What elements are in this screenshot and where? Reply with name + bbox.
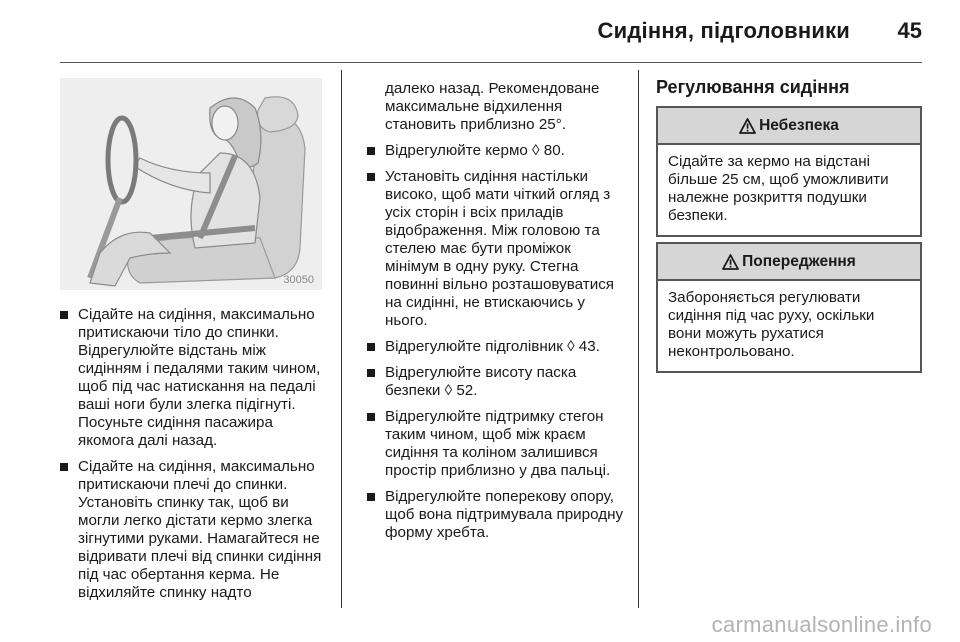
bullet-square-icon [367, 493, 375, 501]
caution-box [656, 242, 922, 373]
continued-paragraph: далеко назад. Рекомендоване максимальне відхилення становить приблизно 25°. [385, 80, 600, 133]
page-title: Сидіння, підголовники [597, 18, 850, 43]
section-heading: Регулювання сидіння [656, 77, 850, 97]
danger-box-text: Сідайте за кермо на відстані більше 25 см, щоб уможливити належне розкриття подушки безпеки. [668, 153, 889, 224]
warning-triangle-icon [739, 118, 756, 134]
caution-box-title [658, 244, 920, 281]
figure-number: 30050 [283, 274, 314, 286]
bullet-square-icon [367, 413, 375, 421]
list-item [60, 458, 325, 602]
list-item [60, 306, 325, 450]
list-item-text: Відрегулюйте підголівник ◊ 43. [385, 338, 600, 355]
bullet-square-icon [367, 369, 375, 377]
danger-box [656, 106, 922, 237]
seat-position-figure [60, 78, 322, 290]
list-item [367, 364, 629, 400]
bullet-square-icon [367, 147, 375, 155]
seated-driver-illustration-icon [60, 78, 322, 290]
left-bullet-list [60, 306, 325, 610]
list-item [367, 338, 629, 356]
list-item-text: Відрегулюйте підтримку стегон таким чином, щоб між краєм сидіння та коліном залишився простір приблизно у два пальці. [385, 408, 611, 479]
caution-box-label: Попередження [742, 252, 856, 270]
danger-box-title [658, 108, 920, 145]
warning-triangle-icon [722, 254, 739, 270]
list-item-text: Сідайте на сидіння, максимально притискаючи плечі до спинки. Установіть спинку так, щоб ви могли легко дістати кермо злегка зігнутими руками. Намагайтеся не відривати плечі від спинки сидіння під час обертання керма. Не відхиляйте спинку надто [78, 458, 322, 601]
list-item-text: Установіть сидіння настільки високо, щоб мати чіткий огляд з усіх сторін і всіх приладів відображення. Між головою та стелею має бути проміжок мінімум в одну руку. Стегна повинні вільно розташовуватися на сидінні, не втискаючись у нього. [385, 168, 615, 329]
list-item-text: Відрегулюйте кермо ◊ 80. [385, 142, 565, 159]
column-divider-2 [638, 70, 639, 608]
bullet-square-icon [60, 311, 68, 319]
watermark: carmanualsonline.info [711, 612, 932, 637]
list-item-text: Відрегулюйте поперекову опору, щоб вона підтримувала природну форму хребта. [385, 488, 624, 541]
bullet-square-icon [60, 463, 68, 471]
bullet-square-icon [367, 343, 375, 351]
list-item-text: Сідайте на сидіння, максимально притискаючи тіло до спинки. Відрегулюйте відстань між сидінням і педалями таким чином, щоб під час натискання на педалі ваші ноги були злегка підігнуті. Посуньте сидіння пасажира якомога далі назад. [78, 306, 321, 449]
header-divider [60, 62, 922, 63]
danger-box-label: Небезпека [759, 116, 839, 134]
list-item [367, 488, 629, 542]
list-item-text: Відрегулюйте висоту паска безпеки ◊ 52. [385, 364, 577, 399]
column-divider-1 [341, 70, 342, 608]
bullet-square-icon [367, 173, 375, 181]
caution-box-text: Забороняється регулювати сидіння під час руху, оскільки вони можуть рухатися неконтрольовано. [668, 289, 875, 360]
list-item [367, 408, 629, 480]
page-number: 45 [897, 18, 922, 43]
middle-bullet-list [367, 142, 629, 550]
list-item [367, 168, 629, 330]
list-item [367, 142, 629, 160]
